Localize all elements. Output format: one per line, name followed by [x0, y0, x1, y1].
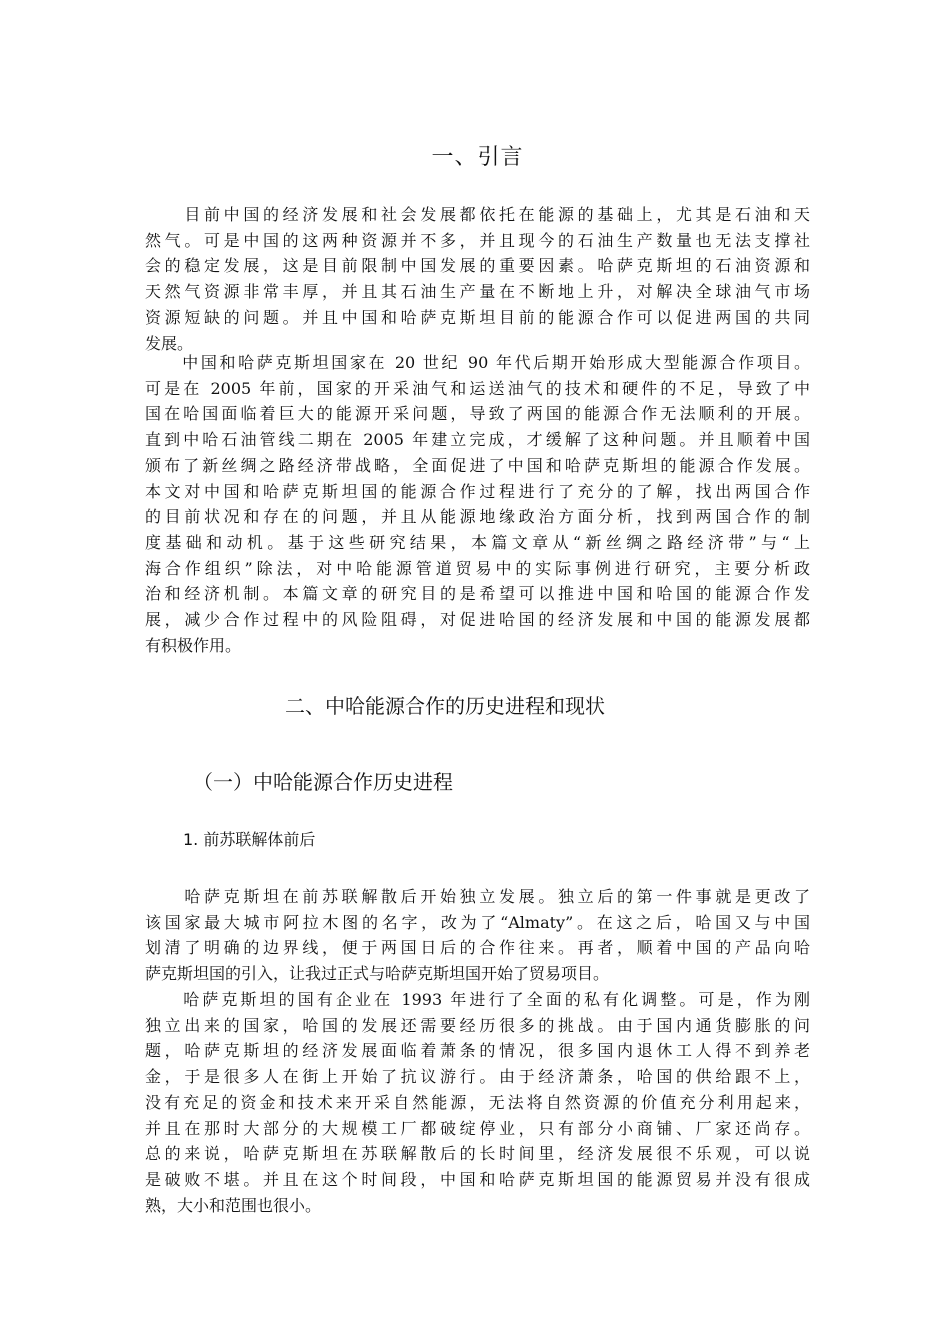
text-line: 本文对中国和哈萨克斯坦国的能源合作过程进行了充分的了解，找出两国合作 — [145, 481, 810, 501]
text-line: 可是在 2005 年前，国家的开采油气和运送油气的技术和硬件的不足，导致了中 — [145, 378, 810, 398]
text-line: 哈萨克斯坦的国有企业在 1993 年进行了全面的私有化调整。可是，作为刚 — [145, 990, 810, 1009]
intro-paragraph-1 — [145, 202, 810, 356]
text-line: 熟，大小和范围也很小。 — [145, 1195, 322, 1215]
text-line: 哈萨克斯坦在前苏联解散后开始独立发展。独立后的第一件事就是更改了 — [145, 887, 810, 906]
text-line: 天然气资源非常丰厚，并且其石油生产量在不断地上升，对解决全球油气市场 — [145, 282, 810, 302]
text-line: 独立出来的国家，哈国的发展还需要经历很多的挑战。由于国内通货膨胀的问 — [145, 1015, 810, 1035]
text-line: 总的来说，哈萨克斯坦在苏联解散后的长时间里，经济发展很不乐观，可以说 — [145, 1144, 810, 1164]
text-line: 没有充足的资金和技术来开采自然能源，无法将自然资源的价值充分利用起来， — [145, 1092, 810, 1112]
text-line: 的目前状况和存在的问题，并且从能源地缘政治方面分析，找到两国合作的制 — [145, 507, 810, 527]
text-line: 直到中哈石油管线二期在 2005 年建立完成，才缓解了这种问题。并且顺着中国 — [145, 430, 810, 450]
text-line: 会的稳定发展，这是目前限制中国发展的重要因素。哈萨克斯坦的石油资源和 — [145, 256, 810, 276]
text-line: 目前中国的经济发展和社会发展都依托在能源的基础上，尤其是石油和天 — [145, 205, 810, 224]
section-heading-history: 二、中哈能源合作的历史进程和现状 — [285, 694, 605, 718]
section-heading-intro: 一、引言 — [431, 145, 524, 170]
text-line: 国在哈国面临着巨大的能源开采问题，导致了两国的能源合作无法顺利的开展。 — [145, 404, 810, 424]
text-line: 有积极作用。 — [145, 635, 242, 655]
text-line: 发展。 — [145, 333, 194, 353]
intro-paragraph-2 — [145, 350, 810, 658]
text-line: 金，于是很多人在街上开始了抗议游行。由于经济萧条，哈国的供给跟不上， — [145, 1067, 810, 1087]
text-line: 该国家最大城市阿拉木图的名字，改为了“Almaty”。在这之后，哈国又与中国 — [145, 912, 810, 932]
text-line: 然气。可是中国的这两种资源并不多，并且现今的石油生产数量也无法支撑社 — [145, 230, 810, 250]
text-line: 度基础和动机。基于这些研究结果，本篇文章从“新丝绸之路经济带”与“上 — [145, 532, 810, 552]
text-line: 是破败不堪。并且在这个时间段，中国和哈萨克斯坦国的能源贸易并没有很成 — [145, 1169, 810, 1189]
text-line: 中国和哈萨克斯坦国家在 20 世纪 90 年代后期开始形成大型能源合作项目。 — [145, 353, 810, 372]
text-line: 并且在那时大部分的大规模工厂都破绽停业，只有部分小商铺、厂家还尚存。 — [145, 1118, 810, 1138]
text-line: 治和经济机制。本篇文章的研究目的是希望可以推进中国和哈国的能源合作发 — [145, 584, 810, 604]
text-line: 海合作组织”除法，对中哈能源管道贸易中的实际事例进行研究，主要分析政 — [145, 558, 810, 578]
text-line: 划清了明确的边界线，便于两国日后的合作往来。再者，顺着中国的产品向哈 — [145, 938, 810, 958]
text-line: 题，哈萨克斯坦的经济发展面临着萧条的情况，很多国内退休工人得不到养老 — [145, 1041, 810, 1061]
text-line: 萨克斯坦国的引入，让我过正式与哈萨克斯坦国开始了贸易项目。 — [145, 964, 610, 984]
subsubsection-heading: 1. 前苏联解体前后 — [183, 830, 316, 849]
text-line: 颁布了新丝绸之路经济带战略，全面促进了中国和哈萨克斯坦的能源合作发展。 — [145, 455, 810, 475]
subsection-heading: （一）中哈能源合作历史进程 — [193, 770, 453, 794]
text-line: 资源短缺的问题。并且中国和哈萨克斯坦目前的能源合作可以促进两国的共同 — [145, 307, 810, 327]
history-paragraph-2 — [145, 987, 810, 1218]
text-line: 展，减少合作过程中的风险阻碍，对促进哈国的经济发展和中国的能源发展都 — [145, 610, 810, 630]
history-paragraph-1 — [145, 884, 810, 987]
